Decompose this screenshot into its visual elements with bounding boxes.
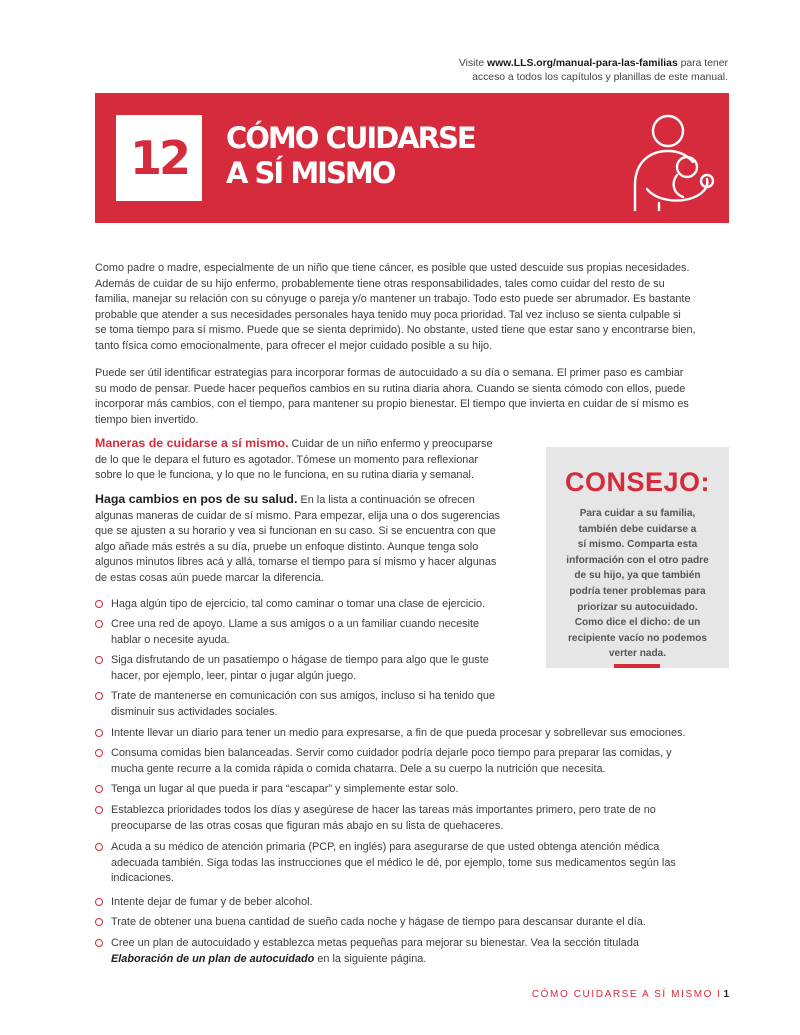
parent-holding-child-icon: [619, 107, 719, 211]
bullet-circle-icon: [95, 806, 103, 814]
tip-box: [546, 447, 729, 668]
paragraph-line: Como padre o madre, especialmente de un niño que tiene cáncer, es posible que usted descuide sus propias necesidades.: [95, 262, 690, 274]
tip-title: CONSEJO:: [564, 467, 711, 497]
chapter-banner: [95, 93, 729, 223]
list-item-line: adecuada también. Siga todas las instrucciones que el médico le dé, por ejemplo, tome sus medicamentos según las: [111, 856, 676, 869]
paragraph-line: algo añade más estrés a su día, pruebe un enfoque distinto. Aunque tenga solo: [95, 540, 479, 553]
paragraph-line: probable que atender a sus necesidades personales haya tenido muy poca prioridad. Tal vez incluso se sienta culpable si: [95, 308, 681, 321]
section-lead: Maneras de cuidarse a sí mismo.: [95, 436, 289, 450]
tip-line: Para cuidar a su familia,: [579, 508, 696, 519]
section-ways-to-care: [95, 436, 518, 484]
header-note: Visite www.LLS.org/manual-para-las-familias para tener acceso a todos los capítulos y planillas de este manual.: [458, 58, 728, 83]
intro-paragraph-2: [95, 366, 729, 428]
list-item-line: Haga algún tipo de ejercicio, tal como caminar o tomar una clase de ejercicio.: [111, 598, 486, 610]
paragraph-line: Maneras de cuidarse a sí mismo. Cuidar de un niño enfermo y preocuparse: [95, 436, 493, 450]
bullet-circle-icon: [95, 729, 103, 737]
tip-line: de su hijo, ya que también: [574, 570, 701, 582]
section-health-changes: [95, 492, 518, 587]
page-footer: [532, 989, 729, 1000]
tip-line: sí mismo. Comparta esta: [577, 539, 698, 551]
bullet-circle-icon: [95, 785, 103, 793]
paragraph-line: familia, manejar su relación con su cónyuge o pareja y/o mantener un trabajo. Todo esto puede ser abrumador. Es bastante: [95, 293, 691, 306]
list-item-line: Intente llevar un diario para tener un medio para expresarse, a fin de que pueda procesar y sobrellevar sus emociones.: [111, 727, 686, 739]
tip-line: información con el otro padre: [566, 554, 709, 566]
intro-paragraph-1: [95, 261, 729, 355]
paragraph-line: tiempo bien invertido.: [95, 413, 199, 426]
tip-line: priorizar su autocuidado.: [577, 601, 698, 613]
tip-line: verter nada.: [608, 648, 667, 660]
paragraph-line: de lo que le depara el futuro es agotador. Tómese un momento para reflexionar: [95, 453, 479, 466]
paragraph-line: su modo de pensar. Puede hacer pequeños cambios en su rutina diaria ahora. Cuando se sienta cómodo con ellos, puede: [95, 382, 686, 395]
bullet-circle-icon: [95, 918, 103, 926]
bullet-circle-icon: [95, 898, 103, 906]
paragraph-line: sobre lo que le funciona, y lo que no le funciona, en su rutina diaria y semanal.: [95, 469, 474, 482]
list-item-line: Cree un plan de autocuidado y establezca metas pequeñas para mejorar su bienestar. Vea la sección titulada: [111, 937, 639, 949]
tip-body: [560, 506, 715, 662]
footer-separator: I: [717, 989, 722, 1000]
tip-line: también debe cuidarse a: [578, 523, 697, 535]
tip-line: recipiente vacío no podemos: [567, 632, 708, 644]
chapter-title: CÓMO CUIDARSE A SÍ MISMO: [226, 121, 475, 190]
chapter-number: 12: [116, 115, 202, 201]
footer-chapter-title: CÓMO CUIDARSE A SÍ MISMO: [531, 989, 714, 1000]
list-item-line: Siga disfrutando de un pasatiempo o hágase de tiempo para algo que le guste: [111, 654, 489, 666]
bullet-circle-icon: [95, 843, 103, 851]
tip-accent-bar: [614, 664, 660, 668]
list-item-line: hablar o necesite ayuda.: [111, 633, 230, 646]
bullet-circle-icon: [95, 749, 103, 757]
bullet-circle-icon: [95, 939, 103, 947]
bullet-circle-icon: [95, 600, 103, 608]
list-item-line: indicaciones.: [111, 872, 174, 885]
paragraph-line: Haga cambios en pos de su salud. En la lista a continuación se ofrecen: [95, 492, 475, 506]
manual-url-link[interactable]: www.LLS.org/manual-para-las-familias: [487, 58, 678, 69]
list-item-line: preocuparse de las otras cosas que figuran más abajo en su lista de quehaceres.: [111, 819, 504, 832]
bullet-circle-icon: [95, 656, 103, 664]
bullet-circle-icon: [95, 620, 103, 628]
paragraph-line: se toma tiempo para sí mismo. Puede que se sienta deprimido). No obstante, usted tiene que estar sano y encontrarse bien,: [95, 324, 696, 337]
paragraph-line: Puede ser útil identificar estrategias para incorporar formas de autocuidado a su día o semana. El primer paso es cambiar: [95, 367, 684, 379]
tip-line: podría tener problemas para: [569, 585, 706, 597]
list-item-line: hacer, por ejemplo, leer, pintar o jugar algún juego.: [111, 669, 357, 682]
paragraph-line: tanto física como emocionalmente, para ofrecer el mejor cuidado posible a su hijo.: [95, 339, 493, 352]
paragraph-line: incorporar más cambios, con el tiempo, para mantener su propio bienestar. El tiempo que invierta en cuidar de sí mismo es: [95, 398, 689, 411]
paragraph-line: de estas cosas aún puede marcar la diferencia.: [95, 571, 324, 584]
list-item-line: Trate de mantenerse en comunicación con sus amigos, incluso si ha tenido que: [111, 690, 496, 702]
list-item-line: Establezca prioridades todos los días y asegúrese de hacer las tareas más importantes primero, pero trate de no: [111, 804, 656, 816]
list-item-line: Consuma comidas bien balanceadas. Servir como cuidador podría dejarle poco tiempo para preparar las comidas, y: [111, 747, 672, 759]
list-item-line: Acuda a su médico de atención primaria (PCP, en inglés) para asegurarse de que usted obtenga atención médica: [111, 841, 660, 853]
list-item-line: Tenga un lugar al que pueda ir para “escapar” y simplemente estar solo.: [111, 783, 459, 795]
list-item-line: Trate de obtener una buena cantidad de sueño cada noche y hágase de tiempo para descansar durante el día.: [111, 916, 646, 928]
paragraph-line: que se ajusten a su horario y vea si funcionan en su caso. Si se encuentra con que: [95, 525, 496, 538]
page-number: 1: [723, 989, 729, 1000]
section-lead: Haga cambios en pos de su salud.: [95, 492, 298, 506]
list-item-line: Intente dejar de fumar y de beber alcohol.: [111, 896, 313, 908]
list-item-line: disminuir sus actividades sociales.: [111, 705, 278, 718]
paragraph-line: algunas maneras de cuidar de sí mismo. Para empezar, elija una o dos sugerencias: [95, 509, 500, 522]
list-item-line: Cree una red de apoyo. Llame a sus amigos o a un familiar cuando necesite: [111, 618, 480, 630]
list-item-line: Elaboración de un plan de autocuidado en la siguiente página.: [111, 952, 427, 965]
list-item-line: mucha gente recurre a la comida rápida o comida chatarra. Dele a su cuerpo la nutrición que necesita.: [111, 762, 606, 775]
section-reference-link[interactable]: Elaboración de un plan de autocuidado: [111, 952, 315, 965]
tip-line: Como dice el dicho: de un: [574, 617, 701, 629]
paragraph-line: algunos minutos libres acá y allá, tomarse el tiempo para sí mismo y hacer algunas: [95, 556, 497, 569]
paragraph-line: Además de cuidar de su hijo enfermo, probablemente tiene otras responsabilidades, tales como cuidar del resto de su: [95, 277, 665, 290]
bullet-circle-icon: [95, 692, 103, 700]
